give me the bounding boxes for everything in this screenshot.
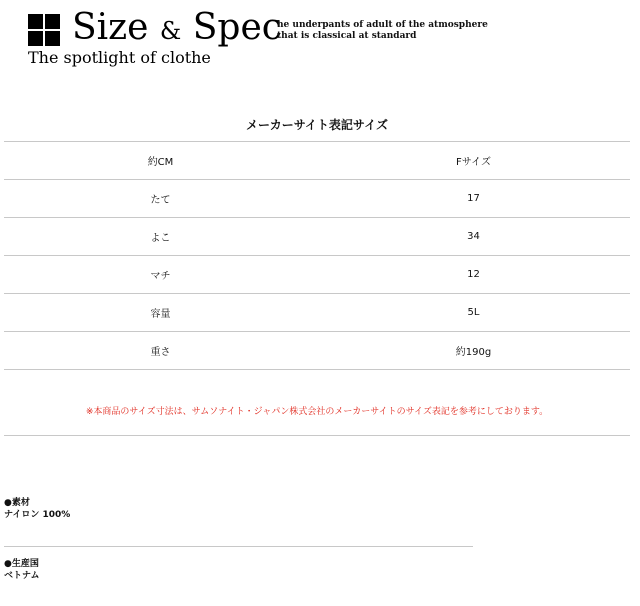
row-value: 34 bbox=[317, 218, 630, 256]
brand-title-amp: & bbox=[159, 17, 182, 45]
table-header-row bbox=[4, 142, 630, 180]
header-cell-size: Fサイズ bbox=[317, 142, 630, 180]
row-value: 12 bbox=[317, 256, 630, 294]
row-label: よこ bbox=[4, 218, 317, 256]
row-value: 5L bbox=[317, 294, 630, 332]
logo-squares-icon bbox=[28, 14, 60, 46]
table-row bbox=[4, 180, 630, 218]
brand-title bbox=[72, 6, 282, 53]
brand-title-word-1: Size bbox=[72, 7, 149, 48]
subtitle: The spotlight of clothe bbox=[28, 48, 211, 67]
row-label: マチ bbox=[4, 256, 317, 294]
table-row bbox=[4, 218, 630, 256]
row-label: 容量 bbox=[4, 294, 317, 332]
material-value: ナイロン 100% bbox=[4, 510, 71, 520]
header-cell-unit: 約CM bbox=[4, 142, 317, 180]
origin-value: ベトナム bbox=[4, 571, 40, 581]
page-header bbox=[0, 0, 640, 80]
row-label: 重さ bbox=[4, 332, 317, 370]
size-table-caption: メーカーサイト表記サイズ bbox=[246, 118, 388, 132]
divider bbox=[4, 546, 473, 547]
row-label: たて bbox=[4, 180, 317, 218]
tagline-line-2: that is classical at standard bbox=[277, 31, 417, 41]
table-row bbox=[4, 294, 630, 332]
table-row bbox=[4, 256, 630, 294]
tagline bbox=[277, 20, 488, 42]
brand-title-word-2: Spec bbox=[192, 7, 282, 48]
row-value: 約190g bbox=[317, 332, 630, 370]
origin-info bbox=[4, 558, 40, 582]
table-row bbox=[4, 332, 630, 370]
size-table bbox=[4, 141, 630, 370]
material-info bbox=[4, 497, 70, 521]
size-table-section bbox=[4, 110, 630, 370]
size-reference-note: ※本商品のサイズ寸法は、サムソナイト・ジャパン株式会社のメーカーサイトのサイズ表記を参考にしております。 bbox=[4, 390, 630, 436]
material-heading: ●素材 bbox=[4, 498, 30, 508]
row-value: 17 bbox=[317, 180, 630, 218]
origin-heading: ●生産国 bbox=[4, 559, 39, 569]
tagline-line-1: he underpants of adult of the atmosphere bbox=[277, 20, 488, 30]
